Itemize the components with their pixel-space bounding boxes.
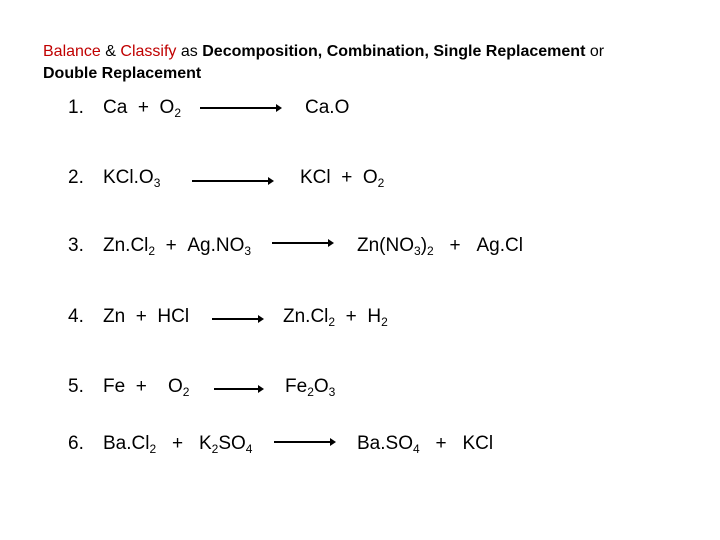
balance-word: Balance xyxy=(43,43,101,60)
double-replacement: Double Replacement xyxy=(43,65,202,82)
products: KCl + $O_2$ xyxy=(300,167,385,190)
reactants: $KCl.O_3$ xyxy=(103,167,161,190)
reactants: $Ca + O_2$ xyxy=(103,97,181,120)
classify-word: Classify xyxy=(120,43,177,60)
reaction-arrow xyxy=(274,441,334,443)
products: $Ba.SO_4$ + KCl xyxy=(357,433,494,456)
equation-number: 1. xyxy=(68,97,84,118)
products: $Fe_2O_3$ xyxy=(285,376,336,399)
reaction-arrow xyxy=(192,180,272,182)
reaction-arrow xyxy=(200,107,280,109)
reactants: Zn + HCl xyxy=(103,306,190,327)
reaction-arrow xyxy=(272,242,332,244)
reaction-arrow xyxy=(214,388,262,390)
as-word: as xyxy=(180,43,198,60)
products: Ca.O xyxy=(305,97,350,118)
equation-number: 5. xyxy=(68,376,84,397)
reactants: $Ba.Cl_2$ + $K_2SO_4$ xyxy=(103,433,253,456)
ampersand: & xyxy=(105,43,116,60)
products: $Zn(NO_3)_2$ + Ag.Cl xyxy=(357,235,523,258)
reaction-arrow xyxy=(212,318,262,320)
reactants: Fe + $O_2$ xyxy=(103,376,190,399)
instructions-heading xyxy=(43,41,683,85)
reactants: $Zn.Cl_2 + Ag.NO_3$ xyxy=(103,235,252,258)
products: $Zn.Cl_2 + H_2$ xyxy=(283,306,388,329)
equation-number: 6. xyxy=(68,433,84,454)
or-word: or xyxy=(589,43,605,60)
equation-number: 3. xyxy=(68,235,84,256)
reaction-types: Decomposition, Combination, Single Replacement xyxy=(202,43,586,60)
equation-number: 4. xyxy=(68,306,84,327)
equation-number: 2. xyxy=(68,167,84,188)
